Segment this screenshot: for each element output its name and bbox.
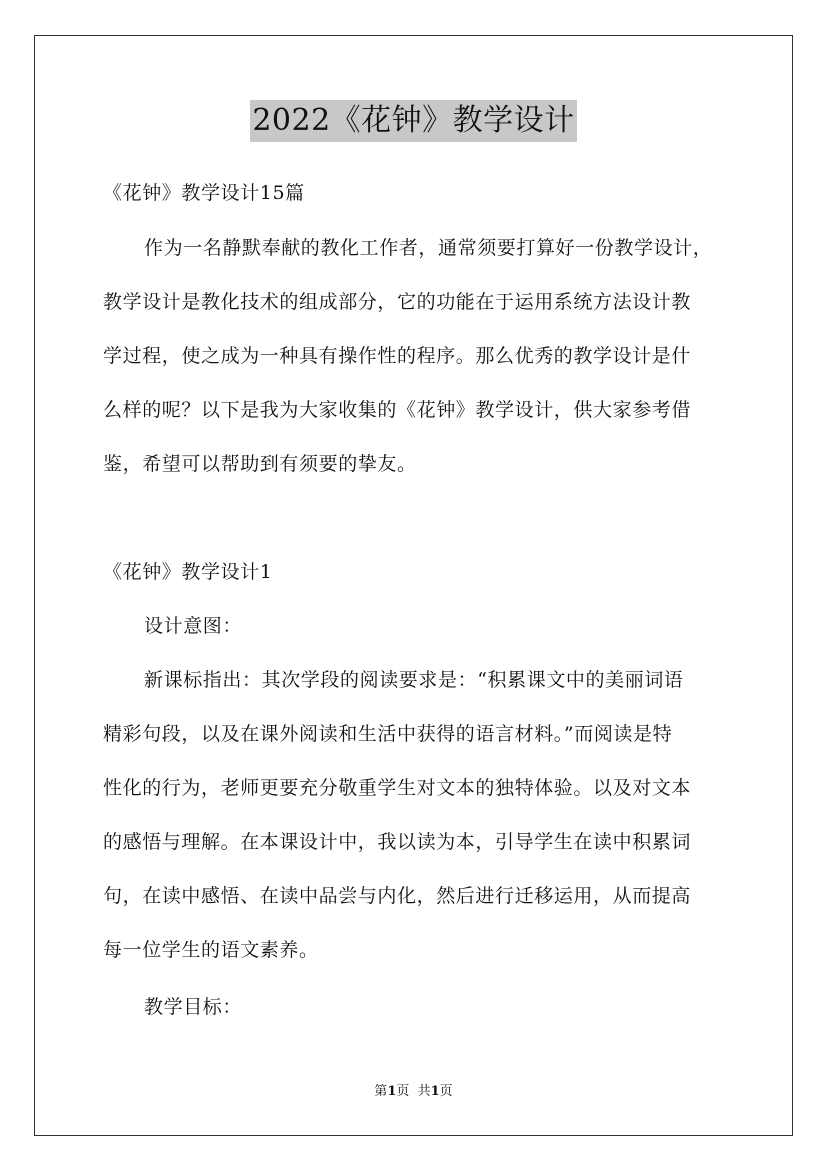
footer-page-prefix: 第 [374,1084,388,1099]
intro-line-3: 学过程，使之成为一种具有操作性的程序。那么优秀的教学设计是什 [103,345,692,367]
title-wrap [0,100,827,142]
body-line-2: 精彩句段，以及在课外阅读和生活中获得的语言材料。”而阅读是特 [103,723,673,745]
footer-page-total: 1 [430,1084,440,1099]
document-subtitle: 《花钟》教学设计15篇 [103,182,305,204]
body-line-4: 的感悟与理解。在本课设计中，我以读为本，引导学生在读中积累词 [103,831,692,853]
page-footer [0,1083,827,1101]
document-title: 2022《花钟》教学设计 [250,100,576,142]
body-line-3: 性化的行为，老师更要充分敬重学生对文本的独特体验。以及对文本 [103,777,692,799]
teaching-goals-label: 教学目标： [144,996,243,1018]
intro-line-2: 教学设计是教化技术的组成部分，它的功能在于运用系统方法设计教 [103,291,692,313]
intro-line-4: 么样的呢？以下是我为大家收集的《花钟》教学设计，供大家参考借 [103,399,692,421]
intro-line-5: 鉴，希望可以帮助到有须要的挚友。 [103,453,417,475]
body-line-1: 新课标指出：其次学段的阅读要求是：“积累课文中的美丽词语 [144,669,684,691]
body-line-6: 每一位学生的语文素养。 [103,939,319,961]
section-heading: 《花钟》教学设计1 [103,561,273,583]
design-intent-label: 设计意图： [144,615,243,637]
body-line-5: 句，在读中感悟、在读中品尝与内化，然后进行迁移运用，从而提高 [103,885,692,907]
footer-page-mid: 页 共 [396,1084,431,1099]
footer-page-current: 1 [387,1084,397,1099]
intro-line-1: 作为一名静默奉献的教化工作者，通常须要打算好一份教学设计， [144,237,713,259]
footer-page-suffix: 页 [439,1084,453,1099]
